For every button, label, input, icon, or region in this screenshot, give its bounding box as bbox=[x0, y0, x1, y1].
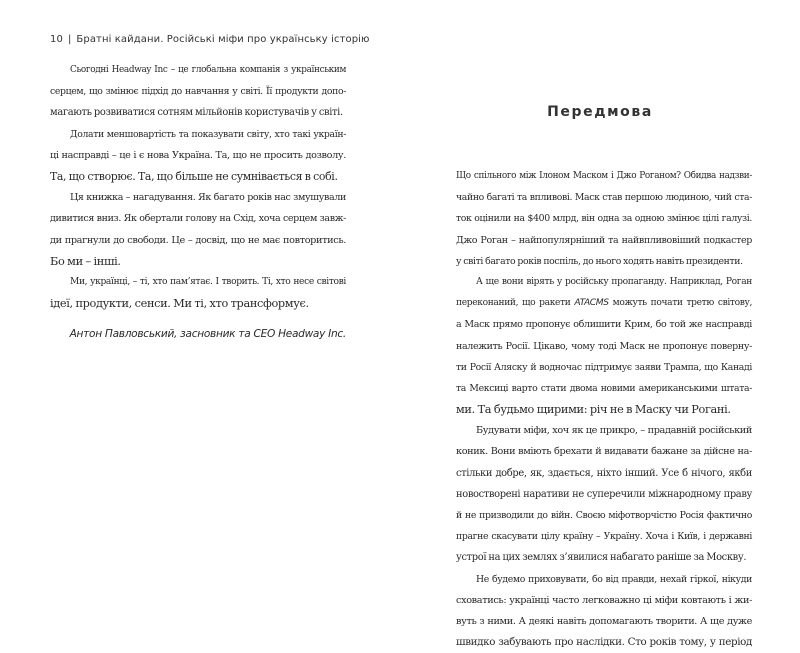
text-line: Будувати міфи, хоч як це прикро, – прадавній російський bbox=[476, 425, 752, 437]
page-number: 10 bbox=[50, 34, 63, 45]
text-line: вуть з ними. А деякі навіть допомагають творити. А ще дуже bbox=[456, 615, 752, 627]
text-line: устрої на цих землях з’явилися набагато раніше за Москву. bbox=[456, 552, 747, 564]
text-line: прагне скасувати цілу країну – Україну. Хоча і Київ, і державні bbox=[456, 531, 752, 543]
text-line: й не призводили до війн. Своєю міфотворчістю Росія фактично bbox=[456, 510, 752, 521]
text-line: Ця книжка – нагадування. Як багато років нас змушували bbox=[70, 192, 346, 204]
chapter-title: Передмова bbox=[547, 104, 653, 120]
right-page bbox=[400, 0, 800, 649]
running-head bbox=[50, 34, 370, 45]
text-line: магають розвиватися сотням мільйонів користувачів у світі. bbox=[50, 107, 343, 119]
running-head-separator: | bbox=[67, 34, 72, 45]
text-line: ідеї, продукти, сенси. Ми ті, хто трансформує. bbox=[50, 297, 309, 311]
text-line: Долати меншовартість та показувати світу, хто такі україн- bbox=[70, 128, 346, 140]
text-line: ти Росії Аляску й водночас підтримує заяви Трампа, що Канаді bbox=[456, 361, 752, 373]
right-body-text bbox=[456, 166, 752, 653]
left-page bbox=[0, 0, 400, 598]
text-line: належить Росії. Цікаво, чому тоді Маск не пропонує поверну- bbox=[456, 340, 752, 352]
text-line: а Маск прямо пропонує облишити Крим, бо той же насправді bbox=[456, 319, 752, 331]
text-line: Бо ми – інші. bbox=[50, 254, 121, 268]
text-line: переконаний, що ракети ATACMS можуть почати третю світову, bbox=[456, 298, 753, 309]
text-line: ці насправді – це і є нова Україна. Та, що не просить дозволу. bbox=[50, 149, 346, 161]
signature: Антон Павловський, засновник та CEO Headway Inc. bbox=[69, 328, 346, 341]
text-line: Що спільного між Ілоном Маском і Джо Роганом? Обидва надзви- bbox=[456, 171, 752, 181]
text-line: новостворені наративи не суперечили міжнародному праву bbox=[456, 488, 752, 500]
text-line: А ще вони вірять у російську пропаганду. Наприклад, Роган bbox=[476, 276, 752, 287]
text-line: Не будемо приховувати, бо від правди, нехай гіркої, нікуди bbox=[476, 573, 752, 585]
text-line: швидко забувають про наслідки. Сто років тому, у період bbox=[456, 636, 752, 649]
left-body-text bbox=[50, 60, 346, 345]
book-title: Братні кайдани. Російські міфи про українську історію bbox=[76, 34, 370, 45]
text-line: Джо Роган – найпопулярніший та найвпливовіший подкастер bbox=[456, 234, 752, 246]
text-line: Ми, українці, – ті, хто пам’ятає. І творить. Ті, хто несе світові bbox=[70, 276, 346, 287]
text-line: Та, що створює. Та, що більше не сумнівається в собі. bbox=[50, 169, 338, 183]
emphasis: ATACMS bbox=[574, 298, 609, 309]
text-line: ми. Та будьмо щирими: річ не в Маску чи Рогані. bbox=[456, 403, 731, 417]
text-line: Сьогодні Headway Inc – це глобальна компанія з українським bbox=[70, 65, 346, 75]
text-line: коник. Вони вміють брехати й видавати бажане за дійсне на- bbox=[456, 446, 752, 458]
text-line: стільки добре, як, здається, ніхто інший. Усе б нічого, якби bbox=[456, 467, 752, 479]
text-line: чайно багаті та впливові. Маск став першою людиною, чий ста- bbox=[456, 192, 752, 204]
text-line: сховатись: українці часто легковажно ці міфи ковтають і жи- bbox=[456, 594, 752, 606]
text-line: серцем, що змінює підхід до навчання у світі. Її продукти допо- bbox=[50, 86, 346, 98]
text-line: дивитися вниз. Як обертали голову на Схід, хоча серцем завж- bbox=[50, 213, 346, 225]
text-line: у світі багато років поспіль, до нього ходять навіть президенти. bbox=[456, 255, 743, 267]
text-line: та Мексиці варто стати двома новими американськими штата- bbox=[456, 382, 752, 394]
text-line: ди прагнули до свободи. Це – досвід, що не має повторитись. bbox=[50, 234, 346, 246]
text-line: ток оцінили на $400 млрд, він одна за одною змінює цілі галузі. bbox=[456, 213, 752, 225]
